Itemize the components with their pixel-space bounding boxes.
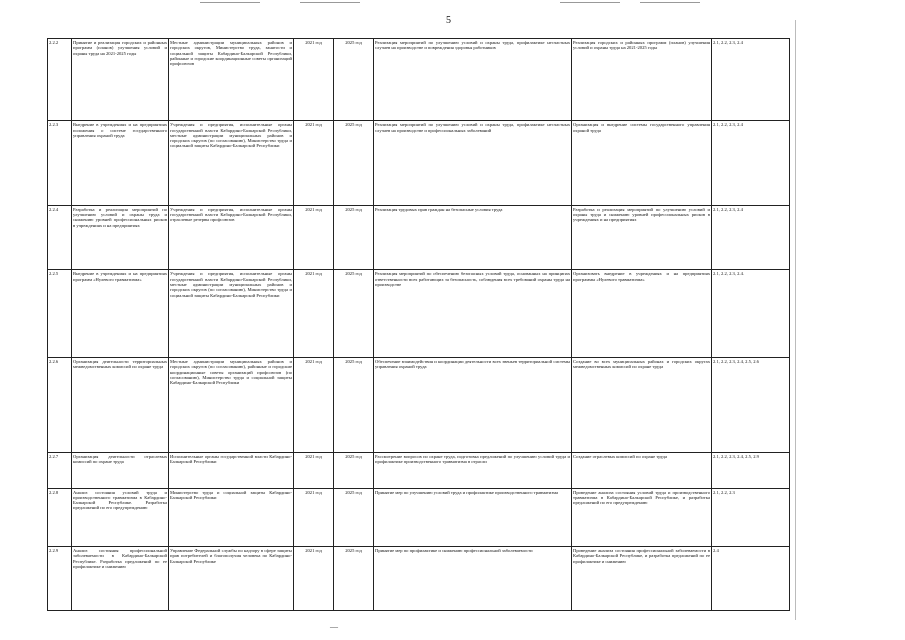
- measure-content: Принятие мер по улучшению условий труда и профилактике производственного травматизма: [374, 488, 572, 547]
- measure-content: Реализация мероприятий по улучшению условий и охраны труда, профилактике несчастных случаев на производстве и профессиональных заболеваний: [374, 121, 572, 205]
- row-number: 2.2.8: [48, 488, 72, 547]
- header-rule: [640, 2, 700, 3]
- expected-result: Создание отраслевых комиссий по охране труда: [572, 452, 712, 488]
- executors: Управление Федеральной службы по надзору в сфере защиты прав потребителей и благополучия человека по Кабардино-Балкарской Республике: [169, 547, 294, 611]
- page-number: 5: [446, 15, 451, 26]
- row-number: 2.2.3: [48, 121, 72, 205]
- row-number: 2.2.9: [48, 547, 72, 611]
- indicators: 2.1, 2.2, 2.3, 2.4: [712, 205, 790, 270]
- indicators: 2.1, 2.2, 2.3, 2.4: [712, 39, 790, 121]
- table-row: [48, 488, 790, 547]
- executors: Учреждения и предприятия, исполнительные органы государственной власти Кабардино-Балкарской Республики, местные администрации муниципальных районов и городских округов (по согласованию), Министерство труда и социальной защиты Кабардино-Балкарской Республики: [169, 270, 294, 357]
- end-year: 2025 год: [334, 205, 374, 270]
- table-row: [48, 270, 790, 357]
- end-year: 2025 год: [334, 121, 374, 205]
- measure-name: Организация деятельности отраслевых комиссий по охране труда: [72, 452, 169, 488]
- row-number: 2.2.5: [48, 270, 72, 357]
- start-year: 2021 год: [294, 452, 334, 488]
- start-year: 2021 год: [294, 121, 334, 205]
- measure-content: Реализация мероприятий по улучшению условий и охраны труда, профилактике несчастных случаев на производстве и повреждения здоровья работников: [374, 39, 572, 121]
- table-row: [48, 357, 790, 452]
- expected-result: Разработка и реализация мероприятий по улучшению условий и охраны труда и снижению уровней профессиональных рисков в учреждениях и на предприятиях: [572, 205, 712, 270]
- scan-mark: —: [330, 622, 338, 631]
- measure-name: Организация деятельности территориальных межведомственных комиссий по охране труда: [72, 357, 169, 452]
- header-rule: [200, 2, 260, 3]
- expected-result: Реализация городских и районных программ (планов) улучшения условий и охраны труда на 2021-2025 годы: [572, 39, 712, 121]
- indicators: 2.1, 2.2, 2.3: [712, 488, 790, 547]
- start-year: 2021 год: [294, 488, 334, 547]
- measure-content: Реализация трудовых прав граждан на безопасные условия труда: [374, 205, 572, 270]
- measure-name: Внедрение в учреждениях и на предприятиях программ «Нулевого травматизма»: [72, 270, 169, 357]
- row-number: 2.2.7: [48, 452, 72, 488]
- start-year: 2021 год: [294, 39, 334, 121]
- table-row: [48, 205, 790, 270]
- measure-name: Внедрение в учреждениях и на предприятиях положения о системе государственного управления охраной труда: [72, 121, 169, 205]
- header-rule: [300, 2, 360, 3]
- measure-content: Обеспечение взаимодействия и координации деятельности всех звеньев территориальной системы управления охраной труда: [374, 357, 572, 452]
- executors: Учреждения и предприятия, исполнительные органы государственной власти Кабардино-Балкарской Республики, местные администрации муниципальных районов и городских округов (по согласованию), Министерство труда и социальной защиты Кабардино-Балкарской Республики: [169, 121, 294, 205]
- start-year: 2021 год: [294, 547, 334, 611]
- expected-result: Проведение анализа состояния условий труда и производственного травматизма в Кабардино-Балкарской Республике, и разработка предложений по его предупреждению: [572, 488, 712, 547]
- start-year: 2021 год: [294, 205, 334, 270]
- executors: Исполнительные органы государственной власти Кабардино-Балкарской Республики: [169, 452, 294, 488]
- expected-result: Организация и внедрение системы государственного управления охраной труда: [572, 121, 712, 205]
- end-year: 2025 год: [334, 488, 374, 547]
- end-year: 2025 год: [334, 452, 374, 488]
- measure-content: Принятие мер по профилактике и снижению профессиональной заболеваемости: [374, 547, 572, 611]
- end-year: 2025 год: [334, 39, 374, 121]
- measure-name: Принятие и реализация городских и районных программ (планов) улучшения условий и охраны труда на 2021-2025 годы: [72, 39, 169, 121]
- margin-line: [795, 20, 796, 620]
- row-number: 2.2.2: [48, 39, 72, 121]
- measure-name: Разработка и реализация мероприятий по улучшению условий и охраны труда и снижению уровней профессиональных рисков в учреждениях и на предприятиях: [72, 205, 169, 270]
- table-row: [48, 452, 790, 488]
- executors: Министерство труда и социальной защиты Кабардино-Балкарской Республики: [169, 488, 294, 547]
- indicators: 2.4: [712, 547, 790, 611]
- executors: Местные администрации муниципальных районов и городских округов (по согласованию), районные и городские координационные советы организаций профсоюзов (по согласованию), Министерство труда и социальной защиты Кабардино-Балкарской Республики: [169, 357, 294, 452]
- measure-content: Реализация мероприятий по обеспечению безопасных условий труда, основанных на принципах ответственности всех работающих за безопасность, соблюдения всех требований охраны труда на производстве: [374, 270, 572, 357]
- indicators: 2.1, 2.2, 2.3, 2.4: [712, 121, 790, 205]
- executors: Учреждения и предприятия, исполнительные органы государственной власти Кабардино-Балкарской Республики, отраслевые резервы профсоюзов: [169, 205, 294, 270]
- measure-name: Анализ состояния профессиональной заболеваемости в Кабардино-Балкарской Республике. Разработка предложений по ее профилактике и снижению: [72, 547, 169, 611]
- row-number: 2.2.4: [48, 205, 72, 270]
- table-row: [48, 39, 790, 121]
- start-year: 2021 год: [294, 357, 334, 452]
- indicators: 2.1, 2.2, 2.3, 2.4, 2.5, 2.9: [712, 452, 790, 488]
- executors: Местные администрации муниципальных районов и городских округов, Министерство труда, занятости и социальной защиты Кабардино-Балкарской Республики, районные и городские координационные советы организаций профсоюзов: [169, 39, 294, 121]
- row-number: 2.2.6: [48, 357, 72, 452]
- measures-table: [47, 38, 790, 611]
- end-year: 2025 год: [334, 547, 374, 611]
- table-row: [48, 547, 790, 611]
- end-year: 2025 год: [334, 357, 374, 452]
- expected-result: Создание во всех муниципальных районах и городских округах межведомственных комиссий по охране труда: [572, 357, 712, 452]
- start-year: 2021 год: [294, 270, 334, 357]
- measure-name: Анализ состояния условий труда и производственного травматизма в Кабардино-Балкарской Республике. Разработка предложений по его предупреждению: [72, 488, 169, 547]
- expected-result: Организовать внедрение в учреждениях и на предприятиях программы «Нулевого травматизма»: [572, 270, 712, 357]
- indicators: 2.1, 2.2, 2.3, 2.4, 2.5, 2.6: [712, 357, 790, 452]
- measure-content: Рассмотрение вопросов по охране труда, подготовка предложений по улучшению условий труда и профилактике производственного травматизма в отрасли: [374, 452, 572, 488]
- header-rule: [560, 2, 620, 3]
- table-row: [48, 121, 790, 205]
- expected-result: Проведение анализа состояния профессиональной заболеваемости в Кабардино-Балкарской Республике, и разработка предложений по ее профилактике и снижению: [572, 547, 712, 611]
- end-year: 2025 год: [334, 270, 374, 357]
- indicators: 2.1, 2.2, 2.3, 2.4.: [712, 270, 790, 357]
